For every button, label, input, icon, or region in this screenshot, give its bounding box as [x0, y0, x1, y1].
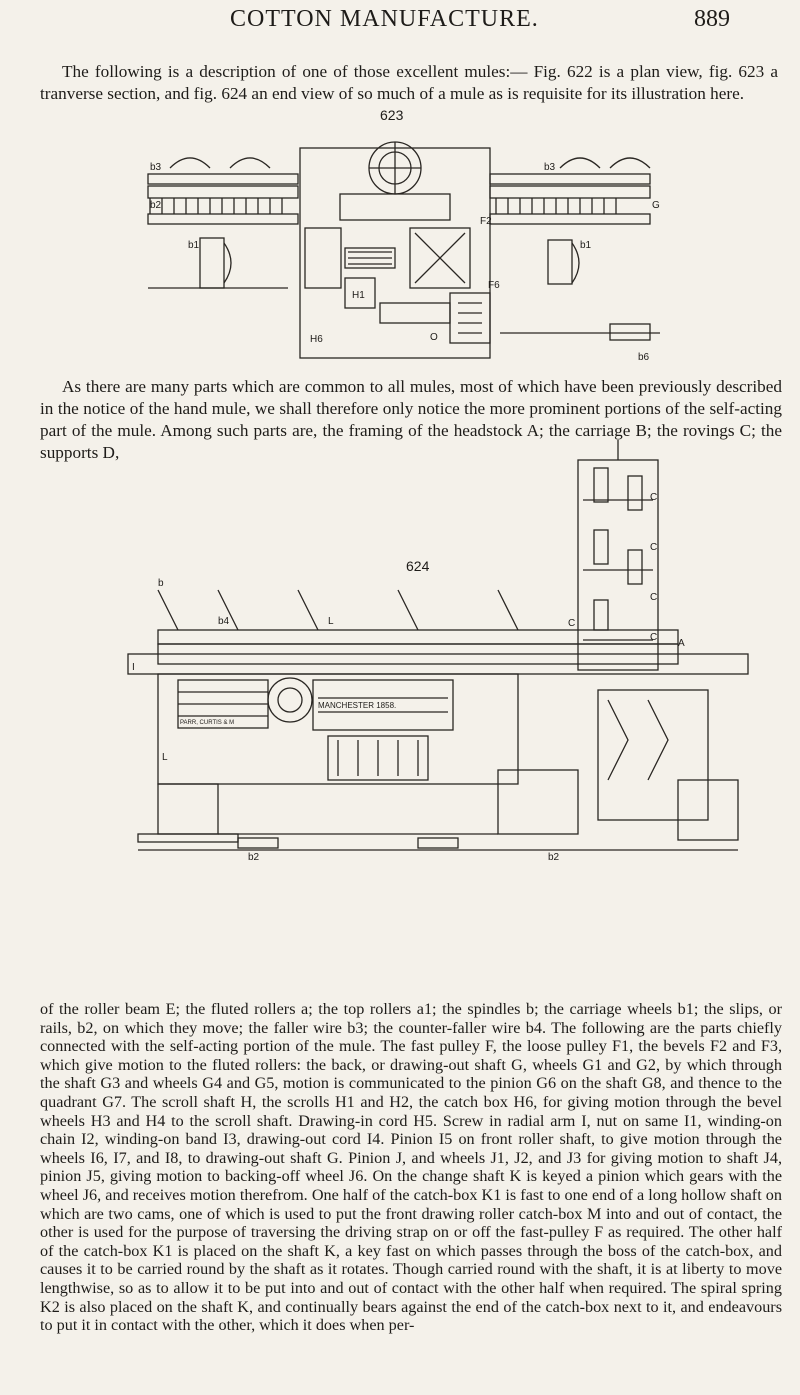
fluted-rollers-right: [490, 186, 650, 198]
roving-bobbin-3: [594, 530, 608, 564]
creel-frame: [578, 460, 658, 670]
plate-left-text: PARR, CURTIS & M: [180, 720, 235, 726]
label-b3-left: b3: [150, 162, 162, 173]
spindles-left: [150, 198, 282, 214]
label-a: A: [678, 638, 685, 649]
carriage-end: [498, 770, 578, 834]
right-column: [450, 293, 490, 343]
paragraph-2-text: As there are many parts which are common to all mules, most of which have been previously described in the notice of the hand mule, we shall therefore only notice the more prominent portions of the self-acting part of the mule. Among such parts are, the framing of the headstock A; the carriage B; the rovings C; the supports D,: [40, 377, 782, 462]
figure-624-label: 624: [406, 558, 430, 574]
left-foot: [158, 784, 218, 834]
gear-housing: [340, 194, 450, 220]
roller-beam-right: [490, 174, 650, 184]
label-b1-left: b1: [188, 240, 200, 251]
label-b4: b4: [218, 616, 230, 627]
paragraph-3-text: of the roller beam E; the fluted rollers a; the top rollers a1; the spindles b; the carriage wheels b1; the slips, or rails, b2, on which they move; the faller wire b3; the counter-faller wire b4. The following are the parts chiefly connected with the self-acting portion of the mule. The fast pulley F, the loose pulley F1, the bevels F2 and F3, which give motion to the fluted rollers: the back, or drawing-out shaft G, wheels G1 and G2, by which through the shaft G3 and wheels G4 and G5, motion is communicated to the pinion G6 on the shaft G8, and thence to the quadrant G7. The scroll shaft H, the scrolls H1 and H2, the catch box H6, for giving motion through the bevel wheels H3 and H4 to the scroll shaft. Drawing-in cord H5. Screw in radial arm I, nut on same I1, winding-on chain I2, winding-on band I3, drawing-out cord I4. Pinion I5 on front roller shaft, to give motion through the wheels I6, I7, and I8, to drawing-out shaft G. Pinion J, and wheels J1, J2, and J3 for giving motion to shaft J4, pinion J5, giving motion to backing-off wheel J6. On the change shaft K is keyed a pinion which gears with the wheel J6, and receives motion therefrom. One half of the catch-box K1 is fast to one end of a long hollow shaft on which are two cams, one of which is used to put the front drawing roller catch-box M into and out of contact, the other is used for the purpose of traversing the driving strap on or off the fast-pulley F as required. The other half of the catch-box K1 is placed on the shaft K, a key fast on which passes through the boss of the catch-box, and causes it to be carried round by the shaft as it rotates. Though carried round with the shaft, it is at liberty to move lengthwise, so as to allow it to be put into and out of contact with the other half when required. The spiral spring K2 is also placed on the shaft K, and continually bears against the end of the catch-box next to it, and endeavours to put it in contact with the other, which it does when per-: [40, 1000, 782, 1335]
label-i: I: [132, 662, 135, 673]
roving-bobbin-4: [628, 550, 642, 584]
label-g: G: [652, 200, 660, 211]
fluted-rollers-left: [148, 186, 298, 198]
label-o: O: [430, 332, 438, 343]
figure-624-end-view: [118, 440, 758, 990]
top-rail: [158, 630, 678, 644]
carriage-beam-right: [490, 214, 650, 224]
running-title: COTTON MANUFACTURE.: [230, 6, 539, 32]
faller-wires: [158, 590, 518, 630]
roving-bobbin-1: [594, 468, 608, 502]
figure-623-transverse-section: [140, 128, 670, 368]
label-b2-right: b2: [548, 852, 560, 863]
plate-right-text: MANCHESTER 1858.: [318, 701, 397, 710]
roller-beam-left: [148, 174, 298, 184]
label-h6: H6: [310, 334, 323, 345]
label-f6: F6: [488, 280, 500, 291]
label-b2-left: b2: [248, 852, 260, 863]
right-carriage-wheel: [548, 240, 572, 284]
label-b2: b2: [150, 200, 162, 211]
parr-curtis-plate: [178, 692, 268, 716]
roving-bobbin-5: [594, 600, 608, 630]
label-c5: C: [650, 632, 658, 643]
intro-paragraph: [40, 61, 778, 105]
label-c3: C: [650, 542, 658, 553]
label-h1: H1: [352, 290, 365, 301]
change-shaft-housing: [380, 303, 450, 323]
roving-bobbin-2: [628, 476, 642, 510]
label-c4: C: [650, 592, 658, 603]
label-b: b: [158, 578, 164, 589]
label-b6: b6: [638, 352, 650, 363]
label-c2: C: [650, 492, 658, 503]
label-b3-right: b3: [544, 162, 556, 173]
left-carriage-wheel: [200, 238, 224, 288]
page-number: 889: [694, 6, 730, 32]
intro-text: The following is a description of one of those excellent mules:— Fig. 622 is a plan view, fig. 623 a tranverse section, and fig. 624 an end view of so much of a mule as is requisite for its illustration here.: [40, 62, 778, 103]
label-c1: C: [568, 618, 576, 629]
label-f2: F2: [480, 216, 492, 227]
label-l1: L: [328, 616, 334, 627]
carriage-beam-left: [148, 214, 298, 224]
paragraph-3: [40, 1000, 782, 1335]
figure-623-label: 623: [380, 107, 404, 123]
left-column: [305, 228, 341, 288]
running-header: [120, 6, 730, 46]
large-gear: [268, 678, 312, 722]
label-l2: L: [162, 752, 168, 763]
label-b1-right: b1: [580, 240, 592, 251]
spindles-right: [496, 198, 616, 214]
